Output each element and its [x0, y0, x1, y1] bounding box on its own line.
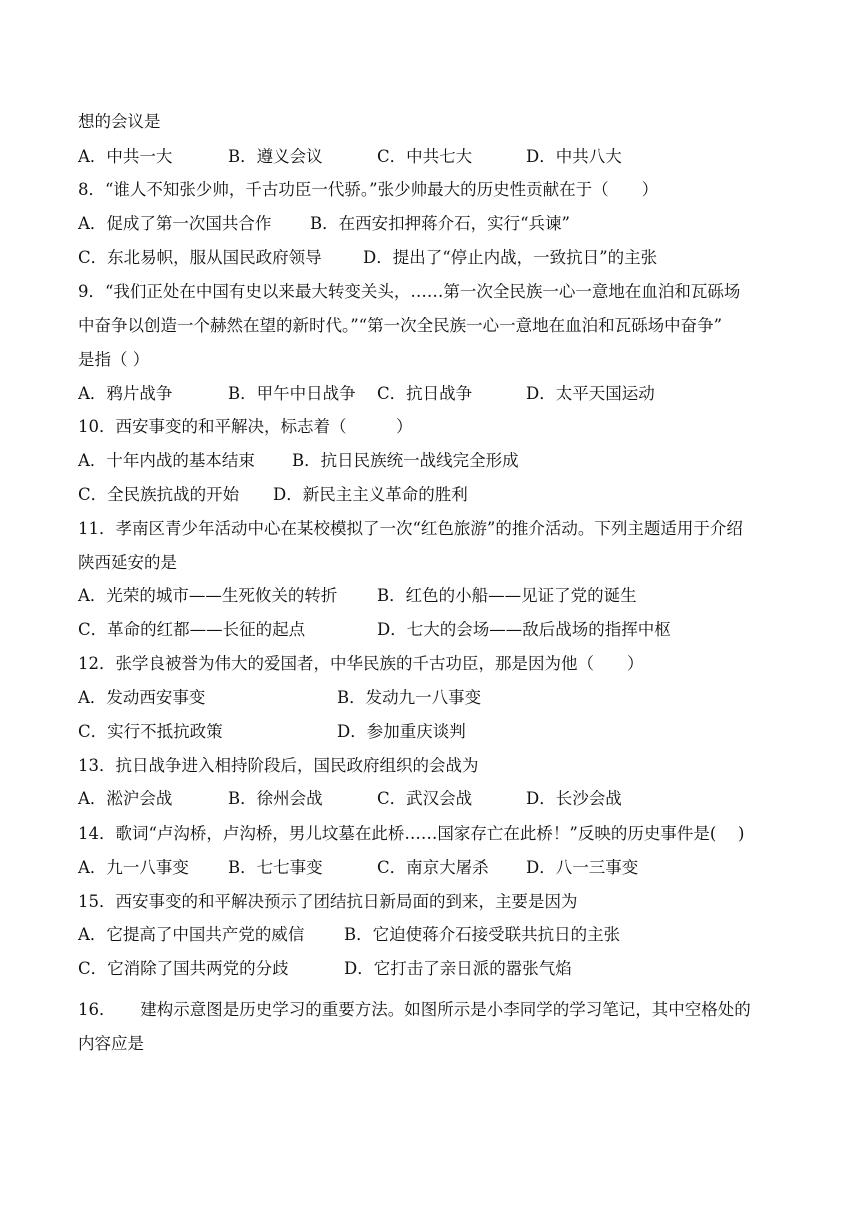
answer-option: B．甲午中日战争 [228, 384, 356, 403]
answer-option: C．东北易帜，服从国民政府领导 [78, 248, 322, 267]
question-line: 12．张学良被誉为伟大的爱国者，中华民族的千古功臣，那是因为他（ ） [78, 654, 644, 673]
answer-option: A．中共一大 [78, 147, 173, 166]
question-line: 是指（ ） [78, 350, 150, 369]
question-line: 14．歌词“卢沟桥，卢沟桥，男儿坟墓在此桥……国家存亡在此桥！”反映的历史事件是( ) [78, 824, 745, 843]
answer-option: D．提出了“停止内战，一致抗日”的主张 [363, 248, 658, 267]
answer-option: C．武汉会战 [377, 789, 473, 808]
question-line: 内容应是 [78, 1034, 144, 1053]
answer-option: A．九一八事变 [78, 858, 189, 877]
answer-option: C．全民族抗战的开始 [78, 485, 240, 504]
answer-option: A．发动西安事变 [78, 688, 206, 707]
question-line: 16． 建构示意图是历史学习的重要方法。如图所示是小李同学的学习笔记，其中空格处的 [78, 1000, 751, 1019]
answer-option: A．鸦片战争 [78, 384, 173, 403]
answer-option: C．抗日战争 [377, 384, 473, 403]
answer-option: B．它迫使蒋介石接受联共抗日的主张 [344, 925, 621, 944]
question-line: 9．“我们正处在中国有史以来最大转变关头，……第一次全民族一心一意地在血泊和瓦砾场 [78, 282, 741, 301]
question-line: 10．西安事变的和平解决，标志着（ ） [78, 417, 413, 436]
answer-option: A．光荣的城市——生死攸关的转折 [78, 586, 338, 605]
answer-option: D．新民主主义革命的胜利 [273, 485, 468, 504]
answer-option: D．八一三事变 [526, 858, 639, 877]
answer-option: C．革命的红都——长征的起点 [78, 620, 306, 639]
answer-option: D．它打击了亲日派的嚣张气焰 [344, 959, 572, 978]
answer-option: B．发动九一八事变 [337, 688, 482, 707]
answer-option: B．在西安扣押蒋介石，实行“兵谏” [310, 214, 570, 233]
answer-option: C．中共七大 [377, 147, 473, 166]
answer-option: D．中共八大 [526, 147, 622, 166]
answer-option: C．它消除了国共两党的分歧 [78, 959, 289, 978]
answer-option: A．它提高了中国共产党的威信 [78, 925, 305, 944]
question-line: 13．抗日战争进入相持阶段后，国民政府组织的会战为 [78, 756, 479, 775]
answer-option: B．抗日民族统一战线完全形成 [292, 451, 519, 470]
answer-option: A．淞沪会战 [78, 789, 173, 808]
answer-option: D．参加重庆谈判 [337, 722, 466, 741]
question-line: 8．“谁人不知张少帅，千古功臣一代骄。”张少帅最大的历史性贡献在于（ ） [78, 180, 659, 199]
answer-option: A．促成了第一次国共合作 [78, 214, 272, 233]
answer-option: B．徐州会战 [228, 789, 323, 808]
answer-option: C．南京大屠杀 [377, 858, 489, 877]
answer-option: D．七大的会场——敌后战场的指挥中枢 [377, 620, 671, 639]
question-line: 11．孝南区青少年活动中心在某校模拟了一次“红色旅游”的推介活动。下列主题适用于介绍 [78, 519, 743, 538]
question-line: 15．西安事变的和平解决预示了团结抗日新局面的到来，主要是因为 [78, 892, 578, 911]
question-line: 想的会议是 [78, 112, 161, 131]
question-line: 陕西延安的是 [78, 553, 177, 572]
answer-option: B．红色的小船——见证了党的诞生 [377, 586, 637, 605]
answer-option: B．遵义会议 [228, 147, 323, 166]
answer-option: D．长沙会战 [526, 789, 622, 808]
answer-option: D．太平天国运动 [526, 384, 655, 403]
answer-option: B．七七事变 [228, 858, 323, 877]
answer-option: A．十年内战的基本结束 [78, 451, 255, 470]
answer-option: C．实行不抵抗政策 [78, 722, 223, 741]
question-line: 中奋争以创造一个赫然在望的新时代。”“第一次全民族一心一意地在血泊和瓦砾场中奋争” [78, 316, 723, 335]
